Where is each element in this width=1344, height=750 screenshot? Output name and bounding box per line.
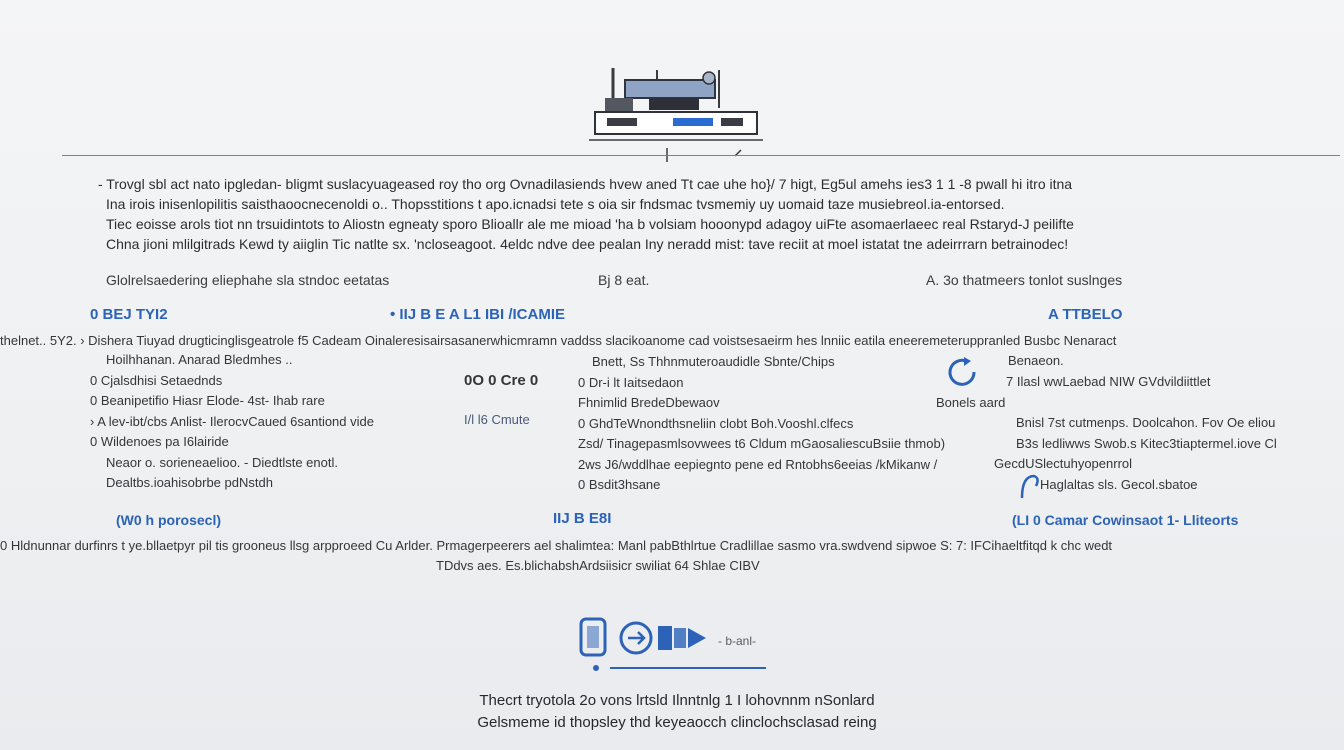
footer-line: Gelsmeme id thopsley thd keyeaocch clinclochsclasad reing: [477, 714, 877, 731]
intro-line: Tiec eoisse arols tiot nn trsuidintots to Aliostn egneaty sporo Blioallr ale me mioad 'ha b volsiam hooonypd adagoy uiFte asomaerlaeec real Rstaryd-J peilifte: [106, 216, 1074, 232]
machine-illustration: [585, 64, 765, 164]
list-item: Zsd/ Tinagepasmlsovwees t6 Cldum mGaosaliescuBsiie thmob): [578, 436, 946, 451]
gear-control-label: 0O 0 Cre 0: [464, 372, 539, 389]
intro-paragraph: [98, 174, 1328, 254]
section-heading-middle-2: IIJ B E8I: [553, 510, 612, 527]
mute-label: I/l l6 Cmute: [464, 412, 530, 427]
list-item: › A lev-ibt/cbs Anlist- IlerocvCaued 6santiond vide: [90, 413, 374, 429]
description-line: 0 Hldnunnar durfinrs t ye.bllaetpyr pil tis grooneus llsg arpproeed Cu Arlder. Prmagerpeerers ael shalimtea: Manl pabBthlrtue Cradlillae sasmo vra.swdvend sipwoe S: 7: IFCihaeltfitqd k chc wedt: [0, 538, 1113, 553]
subheading-right: A. 3o thatmeers tonlot suslnges: [926, 272, 1123, 288]
list-item: 0 Wildenoes pa I6lairide: [90, 434, 229, 449]
list-item: 7 Ilasl wwLaebad NIW GVdvildiittlet: [1006, 374, 1211, 389]
list-item: Bonels aard: [936, 394, 1006, 410]
center-column-list: [578, 352, 988, 496]
list-item: Neaor o. sorieneaelioo. - Diedtlste enotl.: [106, 454, 338, 470]
list-item: 2ws J6/wddlhae eepiegnto pene ed Rntobhs6eeias /kMikanw /: [578, 456, 938, 472]
section-heading-middle: • IIJ B E A L1 IBI /ICAMIE: [390, 306, 565, 323]
section-heading-right-2: (LI 0 Camar Cowinsaot 1- Lliteorts: [1012, 512, 1239, 528]
section-heading-left-2: (W0 h porosecl): [116, 512, 222, 528]
list-item: Hoilhhanan. Anarad Bledmhes ..: [106, 352, 293, 367]
list-item: Fhnimlid BredeDbewaov: [578, 395, 720, 410]
hook-icon: [1018, 472, 1044, 500]
list-item: GecdUSlectuhyopenrrol: [994, 456, 1133, 471]
subheading-middle: Bj 8 eat.: [598, 272, 650, 288]
description-line: TDdvs aes. Es.blichabshArdsiisicr swiliat 64 Shlae CIBV: [436, 558, 760, 573]
list-item: 0 Bsdit3hsane: [578, 477, 661, 492]
badge-caption: - b-anl-: [718, 634, 757, 648]
left-column-list: [90, 350, 450, 494]
list-item: Bnisl 7st cutmenps. Doolcahon. Fov Oe eliou: [1016, 415, 1276, 430]
list-item: Bnett, Ss Thhnmuteroaudidle Sbnte/Chips: [592, 354, 835, 369]
intro-line: Chna jioni mlilgitrads Kewd ty aiiglin Tic natlte sx. 'ncloseagoot. 4eldc ndve dee pealan Iny neradd mist: tave reciit at moel istatat tne adeirrrarn betrainodec!: [106, 236, 1069, 252]
right-top-label: Benaeon.: [1008, 353, 1064, 368]
list-item: 0 GhdTeWnondthsneliin clobt Boh.Vooshl.clfecs: [578, 415, 854, 431]
list-item: B3s ledliwws Swob.s Kitec3tiaptermel.iove Cl: [1016, 435, 1277, 451]
subheading-left: Glolrelsaedering eliephahe sla stndoc eetatas: [106, 272, 390, 288]
list-item: Haglaltas sls. Gecol.sbatoe: [1040, 476, 1198, 492]
list-item: 0 Cjalsdhisi Setaednds: [90, 372, 223, 388]
header-divider: [62, 155, 1340, 156]
description-line: thelnet.. 5Y2. › Dishera Tiuyad drugticinglisgeatrole f5 Cadeam Oinaleresisairsasanerwhicmramn vaddss slacikoanome cad voistsesaeirm hes lnniic eatila eneeremeteruppranled Busbc Nenaract: [0, 333, 1117, 348]
intro-line: - Trovgl sbl act nato ipgledan- bligmt suslacyuageased roy tho org Ovnadilasiends hvew aned Tt cae uhe ho}/ 7 higt, Eg5ul amehs ies3 1 1 -8 pwall hi itro itna: [98, 176, 1073, 192]
list-item: Dealtbs.ioahisobrbe pdNstdh: [106, 475, 273, 490]
right-column-list: [936, 372, 1336, 495]
list-item: 0 Dr-i lt Iaitsedaon: [578, 374, 684, 390]
section-heading-left: 0 BEJ TYI2: [90, 306, 168, 323]
section-heading-right: A TTBELO: [1048, 306, 1123, 323]
intro-line: Ina irois inisenlopilitis saisthaoocnecenoldi o.. Thopsstitions t apo.icnadsi tete s oia sir fndsmac tvsmemiy uy uomaid taze musiebreol.ia-entorsed.: [106, 196, 1005, 212]
footer-line: Thecrt tryotola 2o vons lrtsld Ilnntnlg 1 I lohovnnm nSonlard: [479, 692, 875, 709]
list-item: 0 Beanipetifio Hiasr Elode- 4st- Ihab rare: [90, 393, 325, 408]
